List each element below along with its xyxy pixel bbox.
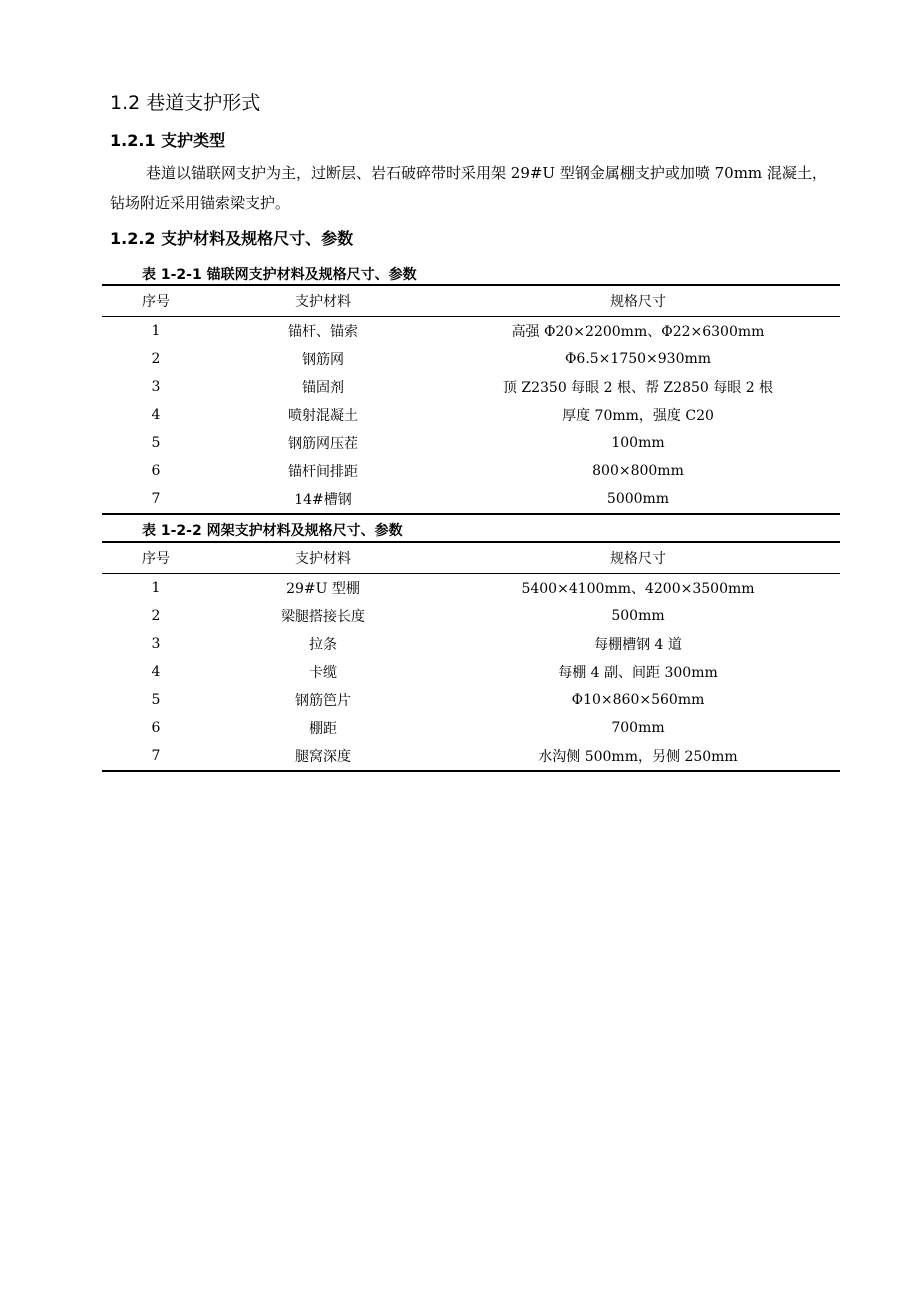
table1-header-index: 序号: [102, 285, 210, 317]
table1: [102, 284, 840, 515]
table-cell: 锚杆间排距: [288, 464, 358, 480]
table-cell: 厚度 70mm，强度 C20: [562, 408, 714, 424]
table2-header-spec: 规格尺寸: [436, 542, 840, 574]
table-cell: Φ10×860×560mm: [571, 692, 705, 708]
table-row: [102, 658, 840, 686]
table1-header-row: [102, 285, 840, 317]
table-cell: 700mm: [611, 720, 665, 736]
table-cell: 每棚槽钢 4 道: [594, 637, 682, 653]
table-cell: 6: [151, 720, 161, 736]
table-cell: 4: [151, 407, 161, 423]
table-cell: 5000mm: [436, 485, 840, 514]
table-cell: 高强 Φ20×2200mm、Φ22×6300mm: [511, 324, 765, 340]
table1-caption: 表 1-2-1 锚联网支护材料及规格尺寸、参数: [142, 267, 417, 283]
subsection-heading-materials: 1.2.2 支护材料及规格尺寸、参数: [110, 229, 354, 248]
table-cell: 4: [151, 664, 161, 680]
table-cell: 每棚 4 副、间距 300mm: [558, 665, 718, 681]
table-row: [102, 630, 840, 658]
table1-header-spec: 规格尺寸: [436, 285, 840, 317]
body-paragraph: 巷道以锚联网支护为主，过断层、岩石破碎带时采用架 29#U 型钢金属棚支护或加喷 70mm 混凝土，钻场附近采用锚索梁支护。: [110, 164, 827, 212]
table-cell: 腿窝深度: [210, 742, 436, 771]
table-cell: 100mm: [611, 435, 665, 451]
table-cell: 500mm: [611, 608, 665, 624]
table2-header-material: 支护材料: [210, 542, 436, 574]
table-row: [102, 714, 840, 742]
table-cell: 1: [151, 580, 161, 596]
table-cell: 7: [102, 742, 210, 771]
table-row: [102, 485, 840, 514]
table-cell: 卡缆: [309, 665, 337, 681]
table-cell: 3: [151, 379, 161, 395]
table2-header-index: 序号: [102, 542, 210, 574]
table-cell: 6: [151, 463, 161, 479]
table1-header-material: 支护材料: [210, 285, 436, 317]
table-cell: 3: [151, 636, 161, 652]
table-row: [102, 429, 840, 457]
table2-header-row: [102, 542, 840, 574]
table-cell: 棚距: [309, 721, 337, 737]
table-cell: 2: [151, 608, 161, 624]
table-cell: 水沟侧 500mm，另侧 250mm: [436, 742, 840, 771]
table-cell: 锚固剂: [302, 380, 344, 396]
table-cell: 拉条: [309, 637, 337, 653]
table-cell: 14#槽钢: [210, 485, 436, 514]
table-cell: 锚杆、锚索: [288, 324, 358, 340]
table-row: [102, 345, 840, 373]
table-row: [102, 457, 840, 485]
table-row: [102, 373, 840, 401]
table-row: [102, 742, 840, 771]
table-cell: 钢筋网: [302, 352, 344, 368]
table-cell: 1: [151, 323, 161, 339]
table2-caption: 表 1-2-2 网架支护材料及规格尺寸、参数: [142, 523, 403, 539]
table-cell: 2: [151, 351, 161, 367]
table-row: [102, 401, 840, 429]
table-cell: 梁腿搭接长度: [281, 609, 365, 625]
table-cell: 喷射混凝土: [288, 408, 358, 424]
table-cell: 5: [151, 435, 161, 451]
table2: [102, 541, 840, 772]
table-row: [102, 602, 840, 630]
section-heading: 1.2 巷道支护形式: [110, 92, 261, 114]
table-cell: 钢筋笆片: [295, 693, 351, 709]
table-cell: 钢筋网压茬: [288, 436, 358, 452]
table-cell: 5400×4100mm、4200×3500mm: [521, 581, 755, 597]
table-row: [102, 686, 840, 714]
table-cell: 800×800mm: [592, 463, 684, 479]
table-cell: 顶 Z2350 每眼 2 根、帮 Z2850 每眼 2 根: [502, 380, 774, 396]
table-cell: 5: [151, 692, 161, 708]
subsection-heading-support-type: 1.2.1 支护类型: [110, 131, 226, 150]
table-cell: Φ6.5×1750×930mm: [564, 351, 712, 367]
table-cell: 7: [102, 485, 210, 514]
table-row: [102, 574, 840, 603]
table-cell: 29#U 型棚: [286, 581, 360, 597]
table-row: [102, 317, 840, 346]
